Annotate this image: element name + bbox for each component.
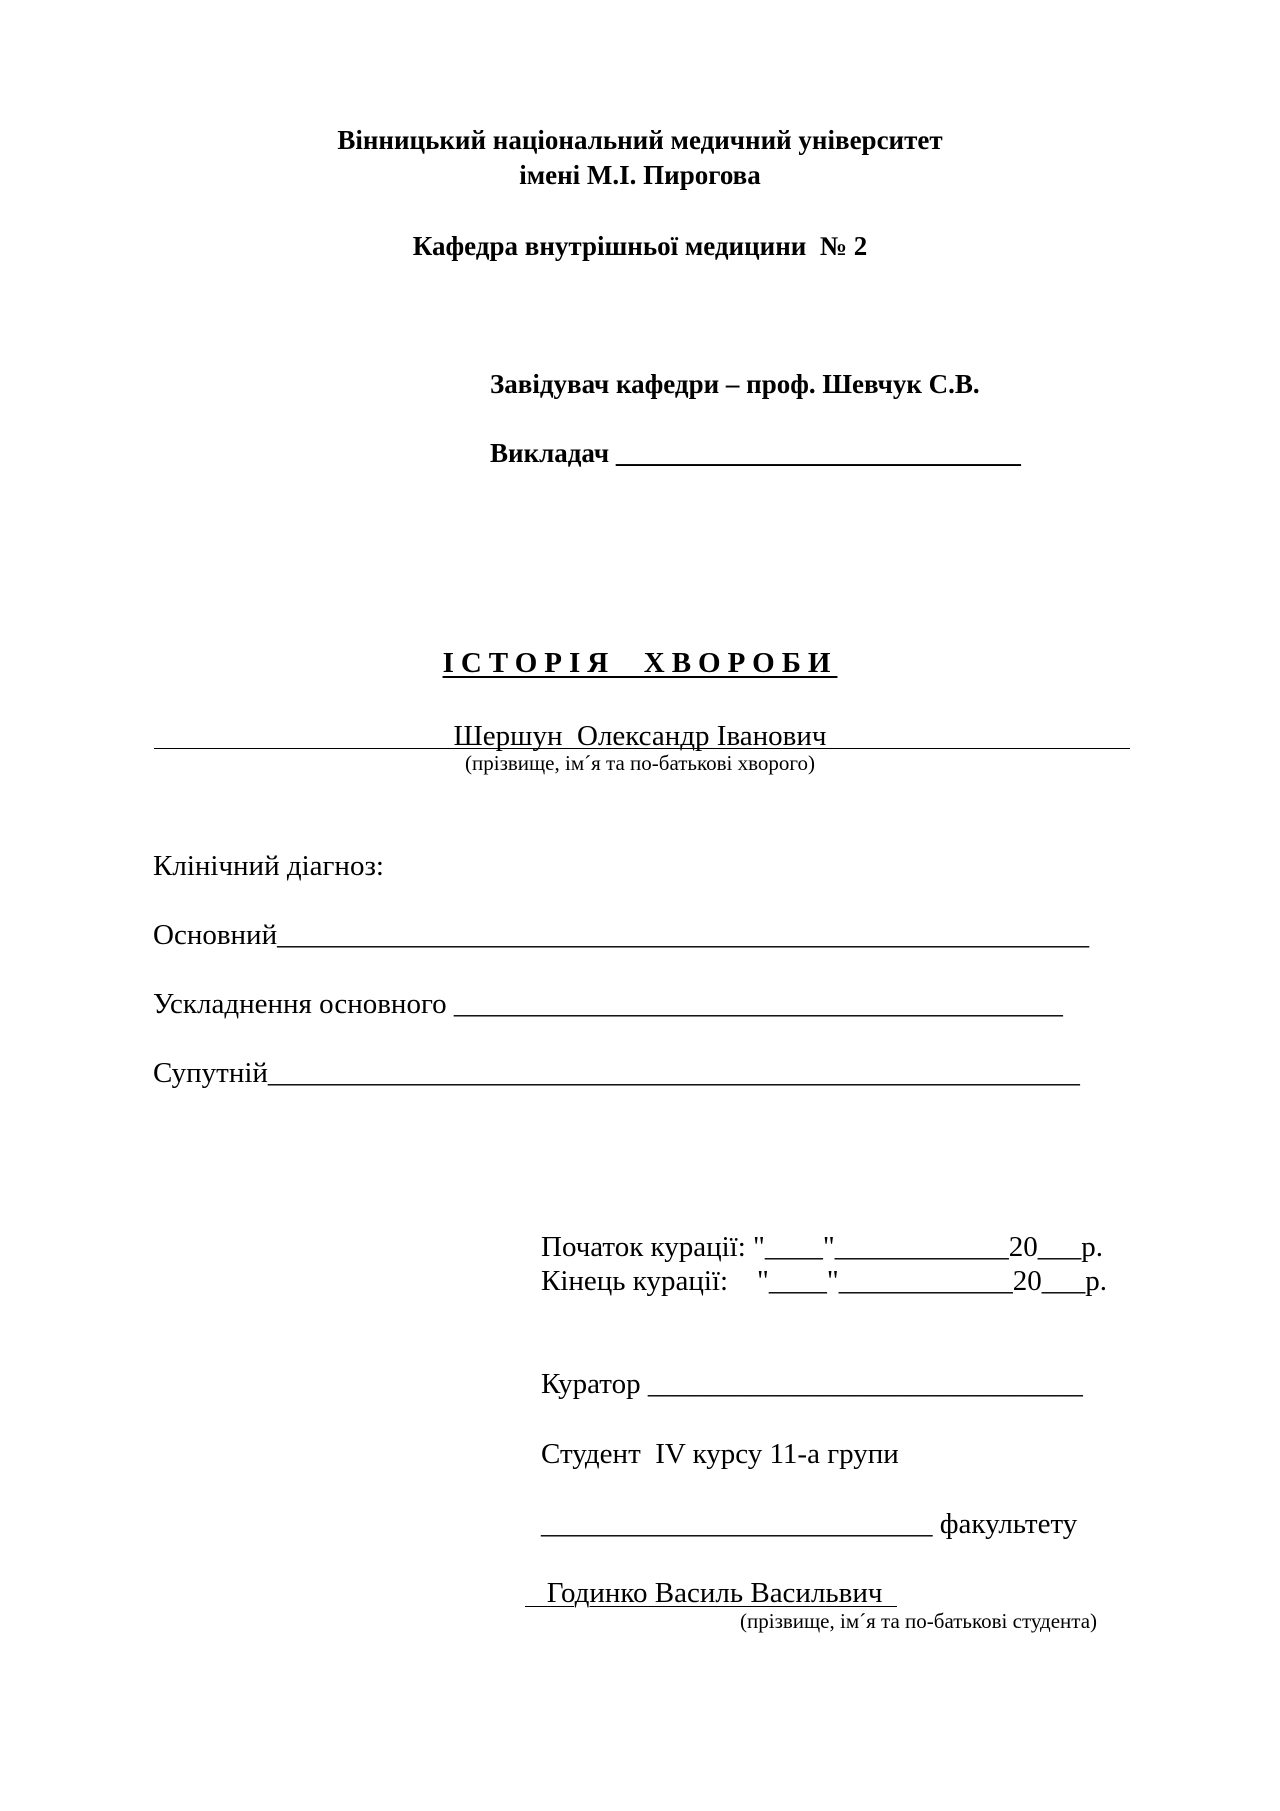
university-name-line2: імені М.І. Пирогова: [519, 160, 761, 190]
patient-name: Шершун Олександр Іванович: [453, 720, 827, 752]
student-name: Годинко Василь Васильвич: [525, 1577, 897, 1609]
document-title: ІСТОРІЯ ХВОРОБИ: [442, 647, 838, 679]
diagnosis-complications-field: Ускладнення основного __________________________________________: [153, 988, 1063, 1020]
lecturer-line: Викладач ______________________________: [490, 438, 1021, 468]
head-of-department: Завідувач кафедри – проф. Шевчук С.В.: [490, 369, 980, 399]
curation-end: Кінець курації: "____"____________20___р.: [541, 1265, 1107, 1297]
diagnosis-heading: Клінічний діагноз:: [153, 850, 384, 882]
faculty-line: ___________________________ факультету: [541, 1508, 1078, 1540]
diagnosis-concomitant-field: Супутній________________________________________________________: [153, 1057, 1080, 1089]
patient-name-rule: [154, 748, 1130, 749]
student-course-group: Студент IV курсу 11-а групи: [541, 1438, 899, 1470]
curation-start: Початок курації: "____"____________20___р.: [541, 1231, 1103, 1263]
curator-line: Куратор ______________________________: [541, 1368, 1083, 1400]
department-name: Кафедра внутрішньої медицини № 2: [412, 231, 868, 261]
diagnosis-main-field: Основний________________________________________________________: [153, 919, 1090, 951]
university-name-line1: Вінницький національний медичний університет: [337, 125, 943, 155]
patient-name-caption: (прізвище, ім´я та по-батькові хворого): [465, 751, 815, 775]
student-name-caption: (прізвище, ім´я та по-батькові студента): [740, 1609, 1098, 1633]
